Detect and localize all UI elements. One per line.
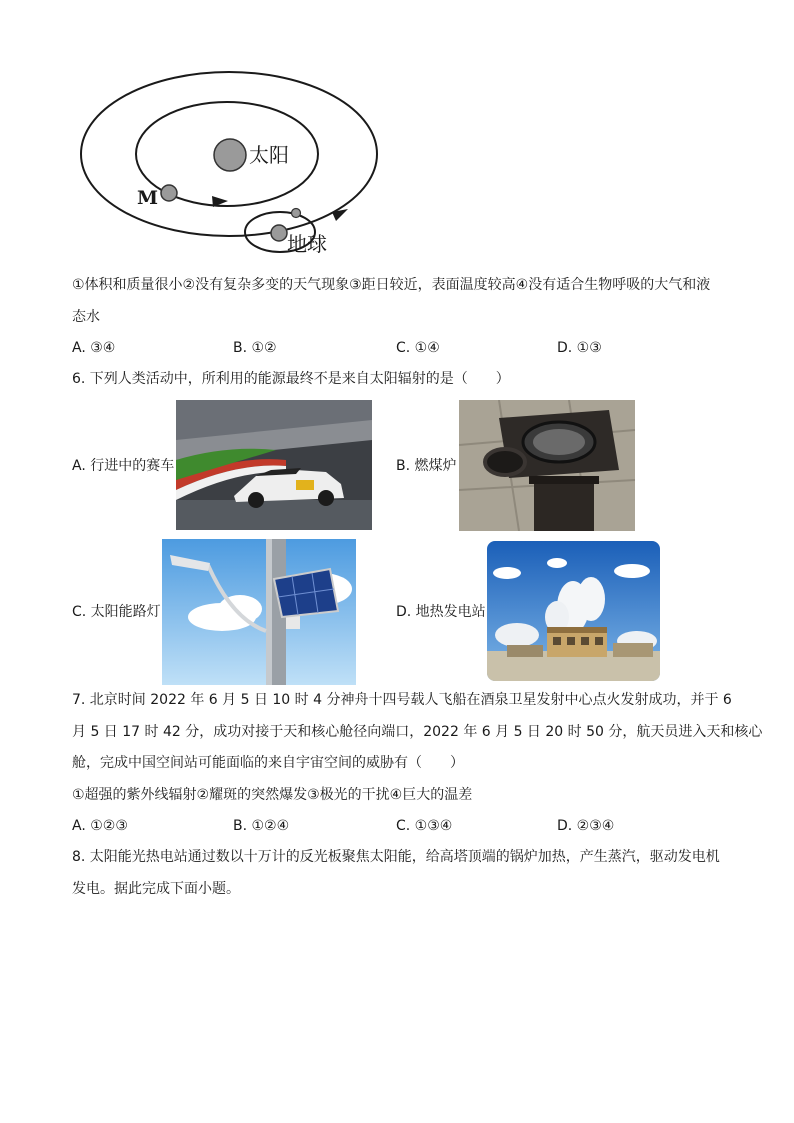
sun-label: 太阳 <box>249 143 289 167</box>
moon-icon <box>292 209 301 218</box>
q5-option-d[interactable]: D. ①③ <box>557 340 602 356</box>
race-car-photo[interactable] <box>176 400 372 530</box>
q5-option-b[interactable]: B. ①② <box>233 340 277 356</box>
q7-option-d[interactable]: D. ②③④ <box>557 818 615 834</box>
planet-m-icon <box>161 185 177 201</box>
q8-line2: 发电。据此完成下面小题。 <box>72 881 240 897</box>
q7-option-a[interactable]: A. ①②③ <box>72 818 128 834</box>
q7-option-b[interactable]: B. ①②④ <box>233 818 290 834</box>
q7-line2: 月 5 日 17 时 42 分，成功对接于天和核心舱径向端口，2022 年 6 月 5 日 20 时 50 分，航天员进入天和核心 <box>72 724 763 740</box>
q5-option-c[interactable]: C. ①④ <box>396 340 440 356</box>
coal-stove-photo[interactable] <box>459 400 635 531</box>
q6-option-b-label[interactable]: B. 燃煤炉 <box>396 458 457 474</box>
orbit-diagram <box>70 70 390 265</box>
sun-icon <box>214 139 246 171</box>
q6-option-d-label[interactable]: D. 地热发电站 <box>396 604 486 620</box>
earth-label: 地球 <box>287 232 327 256</box>
q6-option-a-label[interactable]: A. 行进中的赛车 <box>72 458 175 474</box>
q7-line1: 7. 北京时间 2022 年 6 月 5 日 10 时 4 分神舟十四号载人飞船在酒泉卫星发射中心点火发射成功，并于 6 <box>72 692 732 708</box>
q6-option-c-label[interactable]: C. 太阳能路灯 <box>72 604 161 620</box>
q5-option-a[interactable]: A. ③④ <box>72 340 116 356</box>
q7-option-c[interactable]: C. ①③④ <box>396 818 453 834</box>
q7-statements: ①超强的紫外线辐射②耀斑的突然爆发③极光的干扰④巨大的温差 <box>72 787 473 803</box>
solar-street-light-photo[interactable] <box>162 539 356 685</box>
q7-line3: 舱，完成中国空间站可能面临的来自宇宙空间的威胁有（ ） <box>72 755 464 771</box>
q5-statement-line2: 态水 <box>72 309 100 325</box>
q5-statement-line1: ①体积和质量很小②没有复杂多变的天气现象③距日较近，表面温度较高④没有适合生物呼吸的大气和液 <box>72 277 711 293</box>
q6-stem: 6. 下列人类活动中，所利用的能源最终不是来自太阳辐射的是（ ） <box>72 371 510 387</box>
q8-line1: 8. 太阳能光热电站通过数以十万计的反光板聚焦太阳能，给高塔顶端的锅炉加热，产生蒸汽，驱动发电机 <box>72 849 720 865</box>
geothermal-plant-photo[interactable] <box>487 541 660 681</box>
m-label: M <box>137 187 159 209</box>
earth-icon <box>271 225 287 241</box>
